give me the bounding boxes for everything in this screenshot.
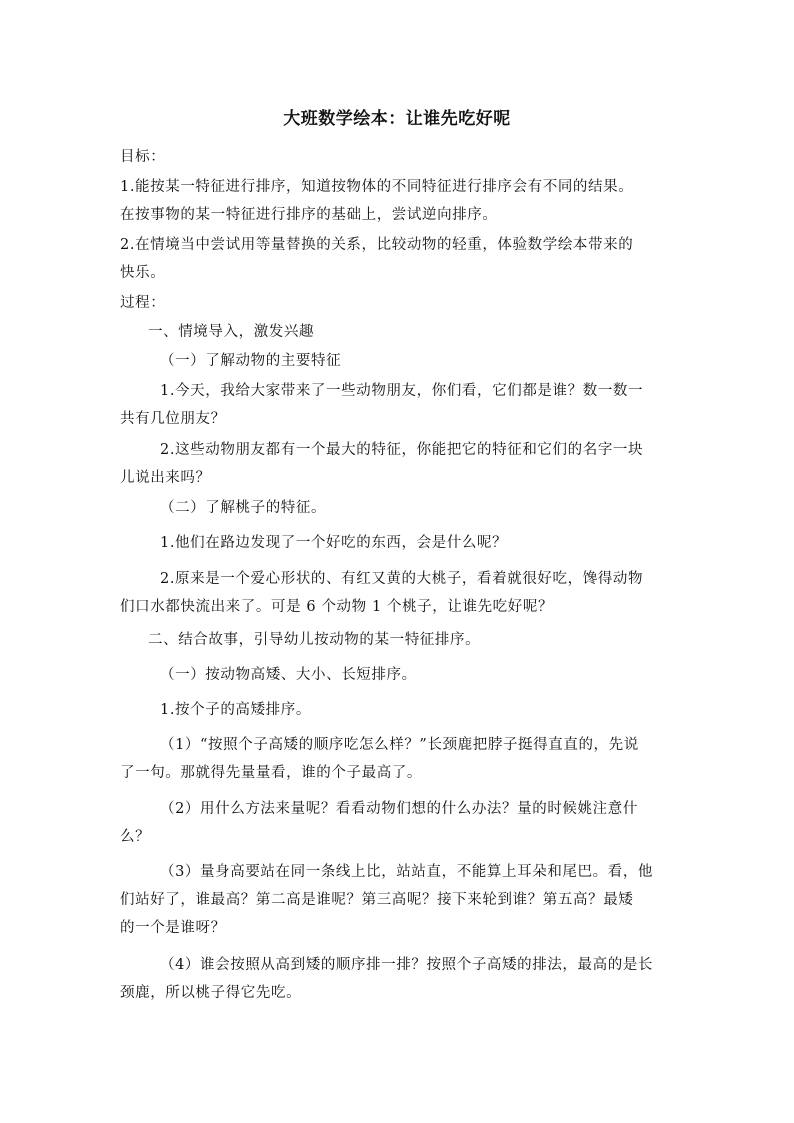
paragraph-line: 1.他们在路边发现了一个好吃的东西，会是什么呢？ xyxy=(160,535,508,551)
subsection-1-1-heading: （一）了解动物的主要特征 xyxy=(160,353,342,369)
paragraph-line: 么？ xyxy=(120,829,151,845)
document-title: 大班数学绘本：让谁先吃好呢 xyxy=(283,109,511,129)
paragraph-line: 2.这些动物朋友都有一个最大的特征，你能把它的特征和它们的名字一块 xyxy=(160,442,644,458)
section-2-heading: 二、结合故事，引导幼儿按动物的某一特征排序。 xyxy=(148,632,481,648)
paragraph-line: 的一个是谁呀？ xyxy=(120,920,226,936)
goals-heading: 目标： xyxy=(120,149,166,165)
paragraph-line: （1）“按照个子高矮的顺序吃怎么样？”长颈鹿把脖子挺得直直的，先说 xyxy=(160,737,639,753)
goal-1-line-1: 1.能按某一特征进行排序，知道按物体的不同特征进行排序会有不同的结果。 xyxy=(120,179,634,195)
subsection-1-2-heading: （二）了解桃子的特征。 xyxy=(160,500,327,516)
paragraph-line: （3）量身高要站在同一条线上比，站站直，不能算上耳朵和尾巴。看，他 xyxy=(160,864,654,880)
paragraph-line: 颈鹿，所以桃子得它先吃。 xyxy=(120,985,302,1001)
paragraph-line: 1.按个子的高矮排序。 xyxy=(160,702,311,718)
goal-2-line-1: 2.在情境当中尝试用等量替换的关系，比较动物的轻重，体验数学绘本带来的 xyxy=(120,237,634,253)
paragraph-line: 儿说出来吗？ xyxy=(120,470,211,486)
paragraph-line: 1.今天，我给大家带来了一些动物朋友，你们看，它们都是谁？数一数一 xyxy=(160,383,644,399)
paragraph-line: 们站好了，谁最高？第二高是谁呢？第三高呢？接下来轮到谁？第五高？最矮 xyxy=(120,892,634,908)
paragraph-line: （2）用什么方法来量呢？看看动物们想的什么办法？量的时候姚注意什 xyxy=(160,801,638,817)
goal-1-line-2: 在按事物的某一特征进行排序的基础上，尝试逆向排序。 xyxy=(120,207,498,223)
paragraph-line: 了一句。那就得先量量看，谁的个子最高了。 xyxy=(120,765,422,781)
process-heading: 过程： xyxy=(120,295,166,311)
paragraph-line: 共有几位朋友？ xyxy=(120,411,226,427)
paragraph-line: （4）谁会按照从高到矮的顺序排一排？按照个子高矮的排法，最高的是长 xyxy=(160,957,654,973)
subsection-2-1-heading: （一）按动物高矮、大小、长短排序。 xyxy=(160,667,417,683)
goal-2-line-2: 快乐。 xyxy=(120,265,166,281)
section-1-heading: 一、情境导入，激发兴趣 xyxy=(148,324,315,340)
paragraph-line: 2.原来是一个爱心形状的、有红又黄的大桃子，看着就很好吃，馋得动物 xyxy=(160,571,644,587)
paragraph-line: 们口水都快流出来了。可是 6 个动物 1 个桃子，让谁先吃好呢？ xyxy=(120,599,554,615)
